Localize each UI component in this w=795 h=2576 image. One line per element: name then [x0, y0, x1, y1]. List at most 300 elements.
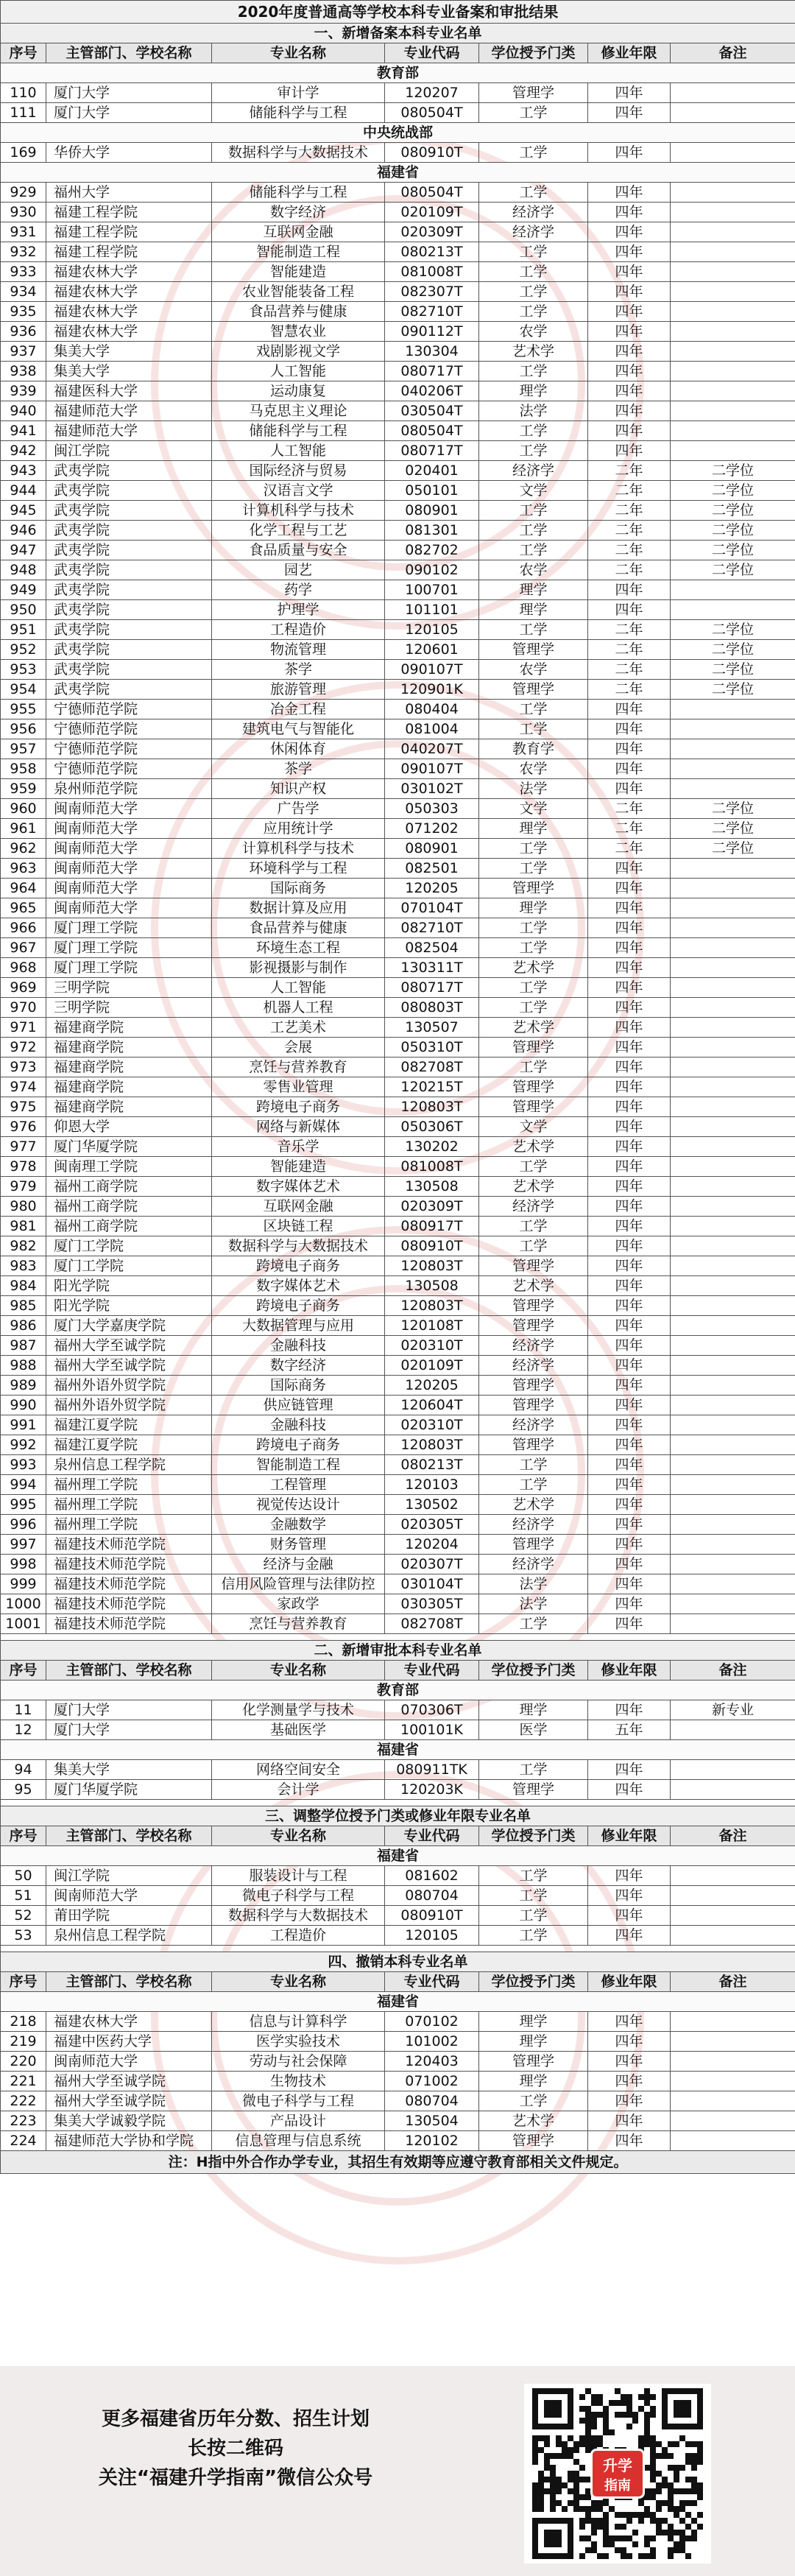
cell-school: 福建商学院	[46, 1058, 212, 1077]
header-remark: 备注	[671, 1972, 795, 1992]
cell-years: 四年	[588, 1376, 671, 1396]
cell-remark	[671, 1296, 795, 1316]
table-row	[1, 2052, 795, 2072]
cell-years: 四年	[588, 1097, 671, 1117]
cell-seq: 224	[1, 2131, 46, 2151]
cell-major: 数字媒体艺术	[212, 1276, 385, 1296]
cell-seq: 939	[1, 381, 46, 401]
cell-degree: 管理学	[479, 1780, 588, 1800]
cell-code: 020109T	[385, 1356, 479, 1376]
cell-years: 四年	[588, 282, 671, 302]
header-school: 主管部门、学校名称	[46, 1826, 212, 1846]
cell-code: 050310T	[385, 1038, 479, 1058]
cell-school: 福州大学至诚学院	[46, 1356, 212, 1376]
cell-seq: 990	[1, 1396, 46, 1415]
cell-school: 武夷学院	[46, 521, 212, 541]
cell-code: 080910T	[385, 143, 479, 163]
table-row	[1, 680, 795, 700]
cell-seq: 999	[1, 1574, 46, 1594]
cell-seq: 931	[1, 222, 46, 242]
cell-seq: 937	[1, 342, 46, 362]
cell-code: 120215T	[385, 1077, 479, 1097]
table-row	[1, 1886, 795, 1906]
table-row	[1, 282, 795, 302]
table-row	[1, 183, 795, 203]
cell-major: 汉语言文学	[212, 481, 385, 501]
table-row	[1, 441, 795, 461]
cell-years: 二年	[588, 640, 671, 660]
table-row	[1, 501, 795, 521]
table-row	[1, 898, 795, 918]
cell-code: 100701	[385, 580, 479, 600]
header-major: 专业名称	[212, 1661, 385, 1681]
cell-school: 福建商学院	[46, 1097, 212, 1117]
cell-remark	[671, 1356, 795, 1376]
spacer-row	[1, 1946, 795, 1952]
cell-major: 跨境电子商务	[212, 1296, 385, 1316]
cell-remark: 二学位	[671, 461, 795, 481]
cell-code: 120207	[385, 83, 479, 103]
cell-code: 082708T	[385, 1058, 479, 1077]
cell-remark	[671, 700, 795, 719]
table-row	[1, 779, 795, 799]
cell-degree: 理学	[479, 898, 588, 918]
cell-major: 环境科学与工程	[212, 859, 385, 879]
cell-code: 070306T	[385, 1700, 479, 1720]
cell-code: 080704	[385, 1886, 479, 1906]
cell-degree: 管理学	[479, 2052, 588, 2072]
cell-code: 120102	[385, 2131, 479, 2151]
cell-remark	[671, 1760, 795, 1780]
cell-years: 四年	[588, 222, 671, 242]
cell-degree: 理学	[479, 2072, 588, 2091]
cell-code: 080917T	[385, 1217, 479, 1236]
cell-remark	[671, 719, 795, 739]
cell-major: 网络空间安全	[212, 1760, 385, 1780]
cell-seq: 991	[1, 1415, 46, 1435]
cell-remark	[671, 1038, 795, 1058]
cell-code: 130311T	[385, 958, 479, 978]
table-row	[1, 1177, 795, 1197]
cell-major: 知识产权	[212, 779, 385, 799]
cell-code: 081004	[385, 719, 479, 739]
cell-school: 泉州师范学院	[46, 779, 212, 799]
cell-remark: 二学位	[671, 620, 795, 640]
cell-years: 四年	[588, 2111, 671, 2131]
cell-degree: 管理学	[479, 1256, 588, 1276]
cell-remark	[671, 978, 795, 998]
table-row	[1, 541, 795, 560]
cell-remark	[671, 2091, 795, 2111]
cell-remark	[671, 322, 795, 342]
cell-degree: 理学	[479, 580, 588, 600]
cell-code: 070104T	[385, 898, 479, 918]
cell-major: 财务管理	[212, 1535, 385, 1555]
table-row	[1, 1097, 795, 1117]
cell-degree: 工学	[479, 859, 588, 879]
cell-major: 马克思主义理论	[212, 401, 385, 421]
cell-remark: 二学位	[671, 541, 795, 560]
cell-school: 闽南师范大学	[46, 879, 212, 898]
cell-major: 化学工程与工艺	[212, 521, 385, 541]
cell-school: 三明学院	[46, 998, 212, 1018]
cell-degree: 经济学	[479, 1356, 588, 1376]
cell-degree: 管理学	[479, 2131, 588, 2151]
cell-major: 跨境电子商务	[212, 1097, 385, 1117]
cell-years: 四年	[588, 421, 671, 441]
cell-code: 090102	[385, 560, 479, 580]
table-row	[1, 1455, 795, 1475]
cell-school: 莆田学院	[46, 1906, 212, 1926]
cell-major: 智能建造	[212, 1157, 385, 1177]
cell-degree: 艺术学	[479, 1495, 588, 1515]
cell-remark	[671, 998, 795, 1018]
cell-degree: 工学	[479, 1455, 588, 1475]
cell-school: 福州工商学院	[46, 1177, 212, 1197]
cell-remark: 二学位	[671, 819, 795, 839]
cell-years: 四年	[588, 441, 671, 461]
cell-school: 厦门理工学院	[46, 958, 212, 978]
cell-major: 数字经济	[212, 1356, 385, 1376]
table-row	[1, 1866, 795, 1886]
qr-code[interactable]	[524, 2384, 711, 2563]
cell-code: 101002	[385, 2032, 479, 2052]
cell-major: 工程造价	[212, 620, 385, 640]
cell-degree: 艺术学	[479, 958, 588, 978]
cell-degree: 理学	[479, 600, 588, 620]
header-school: 主管部门、学校名称	[46, 1972, 212, 1992]
cell-major: 互联网金融	[212, 1197, 385, 1217]
cell-seq: 930	[1, 203, 46, 222]
cell-remark	[671, 1396, 795, 1415]
cell-seq: 220	[1, 2052, 46, 2072]
cell-remark	[671, 2032, 795, 2052]
cell-code: 082307T	[385, 282, 479, 302]
header-major: 专业名称	[212, 43, 385, 63]
cell-seq: 951	[1, 620, 46, 640]
cell-years: 四年	[588, 2052, 671, 2072]
cell-school: 宁德师范学院	[46, 719, 212, 739]
cell-seq: 976	[1, 1117, 46, 1137]
cell-code: 120901K	[385, 680, 479, 700]
cell-years: 四年	[588, 759, 671, 779]
cell-code: 082710T	[385, 302, 479, 322]
cell-school: 福建商学院	[46, 1077, 212, 1097]
cell-major: 金融科技	[212, 1336, 385, 1356]
cell-remark	[671, 600, 795, 620]
cell-code: 030102T	[385, 779, 479, 799]
cell-years: 四年	[588, 859, 671, 879]
table-row	[1, 719, 795, 739]
cell-school: 仰恩大学	[46, 1117, 212, 1137]
cell-years: 四年	[588, 381, 671, 401]
cell-major: 数字媒体艺术	[212, 1177, 385, 1197]
cell-school: 武夷学院	[46, 580, 212, 600]
cell-school: 泉州信息工程学院	[46, 1926, 212, 1946]
cell-years: 四年	[588, 1760, 671, 1780]
footer-promo	[0, 2366, 795, 2576]
cell-code: 050101	[385, 481, 479, 501]
cell-remark	[671, 1217, 795, 1236]
cell-remark	[671, 103, 795, 123]
header-years: 修业年限	[588, 1826, 671, 1846]
cell-years: 二年	[588, 680, 671, 700]
cell-remark	[671, 282, 795, 302]
cell-years: 四年	[588, 1780, 671, 1800]
cell-seq: 52	[1, 1906, 46, 1926]
cell-seq: 965	[1, 898, 46, 918]
cell-school: 福建江夏学院	[46, 1435, 212, 1455]
cell-major: 跨境电子商务	[212, 1435, 385, 1455]
cell-remark	[671, 1780, 795, 1800]
section-title-row	[1, 1806, 795, 1826]
cell-school: 厦门理工学院	[46, 918, 212, 938]
cell-school: 集美大学	[46, 362, 212, 381]
cell-major: 信用风险管理与法律防控	[212, 1574, 385, 1594]
cell-code: 101101	[385, 600, 479, 620]
cell-seq: 994	[1, 1475, 46, 1495]
cell-degree: 法学	[479, 1574, 588, 1594]
cell-years: 四年	[588, 322, 671, 342]
cell-degree: 管理学	[479, 1316, 588, 1336]
cell-remark: 二学位	[671, 501, 795, 521]
cell-years: 四年	[588, 1495, 671, 1515]
cell-remark	[671, 1058, 795, 1077]
cell-major: 视觉传达设计	[212, 1495, 385, 1515]
cell-remark	[671, 1256, 795, 1276]
table-row	[1, 2032, 795, 2052]
cell-major: 信息管理与信息系统	[212, 2131, 385, 2151]
spacer-cell	[1, 1946, 795, 1952]
cell-years: 四年	[588, 1455, 671, 1475]
cell-school: 宁德师范学院	[46, 700, 212, 719]
cell-remark	[671, 1336, 795, 1356]
cell-degree: 工学	[479, 1475, 588, 1495]
cell-years: 四年	[588, 1177, 671, 1197]
cell-major: 生物技术	[212, 2072, 385, 2091]
cell-years: 四年	[588, 1316, 671, 1336]
cell-seq: 934	[1, 282, 46, 302]
table-row	[1, 1157, 795, 1177]
footer-text	[44, 2404, 427, 2493]
section-title: 三、调整学位授予门类或修业年限专业名单	[1, 1806, 795, 1826]
cell-major: 机器人工程	[212, 998, 385, 1018]
cell-major: 影视摄影与制作	[212, 958, 385, 978]
cell-seq: 981	[1, 1217, 46, 1236]
cell-major: 烹饪与营养教育	[212, 1058, 385, 1077]
cell-seq: 111	[1, 103, 46, 123]
header-degree: 学位授予门类	[479, 43, 588, 63]
table-row	[1, 143, 795, 163]
cell-school: 福建农林大学	[46, 282, 212, 302]
table-row	[1, 1296, 795, 1316]
cell-seq: 940	[1, 401, 46, 421]
cell-degree: 工学	[479, 421, 588, 441]
cell-seq: 978	[1, 1157, 46, 1177]
cell-seq: 984	[1, 1276, 46, 1296]
cell-major: 审计学	[212, 83, 385, 103]
table-row	[1, 1760, 795, 1780]
cell-years: 四年	[588, 1396, 671, 1415]
cell-seq: 936	[1, 322, 46, 342]
table-row	[1, 2072, 795, 2091]
cell-code: 130507	[385, 1018, 479, 1038]
table-row	[1, 521, 795, 541]
cell-code: 080910T	[385, 1906, 479, 1926]
cell-degree: 工学	[479, 978, 588, 998]
footer-line-1: 更多福建省历年分数、招生计划	[101, 2408, 370, 2430]
group-row	[1, 63, 795, 83]
cell-major: 智能制造工程	[212, 242, 385, 262]
cell-seq: 972	[1, 1038, 46, 1058]
cell-code: 081602	[385, 1866, 479, 1886]
group-row	[1, 163, 795, 183]
cell-years: 四年	[588, 1296, 671, 1316]
section-title-row	[1, 1641, 795, 1661]
cell-code: 120803T	[385, 1097, 479, 1117]
cell-years: 四年	[588, 1276, 671, 1296]
cell-school: 厦门华厦学院	[46, 1137, 212, 1157]
cell-degree: 文学	[479, 1117, 588, 1137]
spacer-row	[1, 1634, 795, 1641]
cell-code: 090112T	[385, 322, 479, 342]
cell-school: 厦门大学嘉庚学院	[46, 1316, 212, 1336]
cell-remark	[671, 203, 795, 222]
cell-years: 二年	[588, 521, 671, 541]
table-row	[1, 1700, 795, 1720]
section-title: 四、撤销本科专业名单	[1, 1952, 795, 1972]
cell-major: 国际商务	[212, 1376, 385, 1396]
cell-school: 武夷学院	[46, 600, 212, 620]
cell-years: 四年	[588, 898, 671, 918]
cell-seq: 956	[1, 719, 46, 739]
cell-school: 厦门大学	[46, 1700, 212, 1720]
cell-years: 四年	[588, 1866, 671, 1886]
cell-seq: 938	[1, 362, 46, 381]
cell-code: 120205	[385, 1376, 479, 1396]
cell-school: 闽南师范大学	[46, 819, 212, 839]
cell-years: 四年	[588, 342, 671, 362]
cell-code: 050303	[385, 799, 479, 819]
cell-degree: 工学	[479, 143, 588, 163]
cell-school: 福建农林大学	[46, 262, 212, 282]
cell-degree: 管理学	[479, 1038, 588, 1058]
cell-degree: 管理学	[479, 1396, 588, 1415]
header-seq: 序号	[1, 43, 46, 63]
spacer-row	[1, 1800, 795, 1806]
cell-degree: 理学	[479, 819, 588, 839]
cell-code: 081008T	[385, 1157, 479, 1177]
cell-school: 福州大学至诚学院	[46, 2091, 212, 2111]
table-title-row	[1, 1, 795, 24]
header-row	[1, 43, 795, 63]
cell-remark: 二学位	[671, 660, 795, 680]
cell-school: 闽南师范大学	[46, 839, 212, 859]
table-row	[1, 103, 795, 123]
group-name: 中央统战部	[1, 123, 795, 143]
cell-major: 环境生态工程	[212, 938, 385, 958]
group-name: 教育部	[1, 1681, 795, 1700]
cell-seq: 219	[1, 2032, 46, 2052]
cell-major: 储能科学与工程	[212, 183, 385, 203]
cell-school: 武夷学院	[46, 541, 212, 560]
cell-major: 服装设计与工程	[212, 1866, 385, 1886]
cell-years: 四年	[588, 1356, 671, 1376]
cell-school: 厦门大学	[46, 103, 212, 123]
table-row	[1, 1236, 795, 1256]
cell-seq: 960	[1, 799, 46, 819]
cell-years: 四年	[588, 1926, 671, 1946]
cell-years: 四年	[588, 242, 671, 262]
cell-school: 福建师范大学	[46, 401, 212, 421]
cell-degree: 工学	[479, 521, 588, 541]
table-row	[1, 1926, 795, 1946]
table-row	[1, 322, 795, 342]
cell-school: 福建工程学院	[46, 242, 212, 262]
qr-logo-badge	[590, 2449, 645, 2499]
cell-years: 四年	[588, 83, 671, 103]
badge-line-1: 升学	[603, 2457, 632, 2474]
header-code: 专业代码	[385, 1826, 479, 1846]
cell-major: 药学	[212, 580, 385, 600]
cell-school: 福建中医药大学	[46, 2032, 212, 2052]
cell-degree: 农学	[479, 322, 588, 342]
cell-remark	[671, 1435, 795, 1455]
cell-major: 网络与新媒体	[212, 1117, 385, 1137]
table-row	[1, 700, 795, 719]
cell-degree: 经济学	[479, 1197, 588, 1217]
cell-major: 互联网金融	[212, 222, 385, 242]
cell-years: 四年	[588, 1435, 671, 1455]
header-seq: 序号	[1, 1826, 46, 1846]
table-row	[1, 620, 795, 640]
cell-code: 080717T	[385, 362, 479, 381]
cell-school: 闽南师范大学	[46, 859, 212, 879]
cell-school: 福建江夏学院	[46, 1415, 212, 1435]
cell-degree: 艺术学	[479, 1177, 588, 1197]
cell-remark	[671, 1515, 795, 1535]
cell-degree: 工学	[479, 441, 588, 461]
cell-major: 物流管理	[212, 640, 385, 660]
cell-remark	[671, 759, 795, 779]
cell-remark	[671, 1177, 795, 1197]
table-row	[1, 839, 795, 859]
cell-degree: 工学	[479, 1236, 588, 1256]
cell-years: 四年	[588, 262, 671, 282]
table-row	[1, 640, 795, 660]
cell-seq: 11	[1, 1700, 46, 1720]
cell-major: 工程管理	[212, 1475, 385, 1495]
cell-code: 020309T	[385, 222, 479, 242]
cell-years: 四年	[588, 2072, 671, 2091]
cell-seq: 982	[1, 1236, 46, 1256]
cell-years: 四年	[588, 1197, 671, 1217]
cell-major: 冶金工程	[212, 700, 385, 719]
section-title-row	[1, 1952, 795, 1972]
cell-school: 武夷学院	[46, 560, 212, 580]
cell-seq: 950	[1, 600, 46, 620]
cell-major: 智能制造工程	[212, 1455, 385, 1475]
cell-seq: 993	[1, 1455, 46, 1475]
cell-code: 020307T	[385, 1555, 479, 1574]
cell-years: 四年	[588, 1236, 671, 1256]
cell-code: 100101K	[385, 1720, 479, 1740]
cell-code: 020305T	[385, 1515, 479, 1535]
cell-degree: 工学	[479, 242, 588, 262]
header-code: 专业代码	[385, 1661, 479, 1681]
cell-school: 闽南师范大学	[46, 1886, 212, 1906]
header-code: 专业代码	[385, 43, 479, 63]
